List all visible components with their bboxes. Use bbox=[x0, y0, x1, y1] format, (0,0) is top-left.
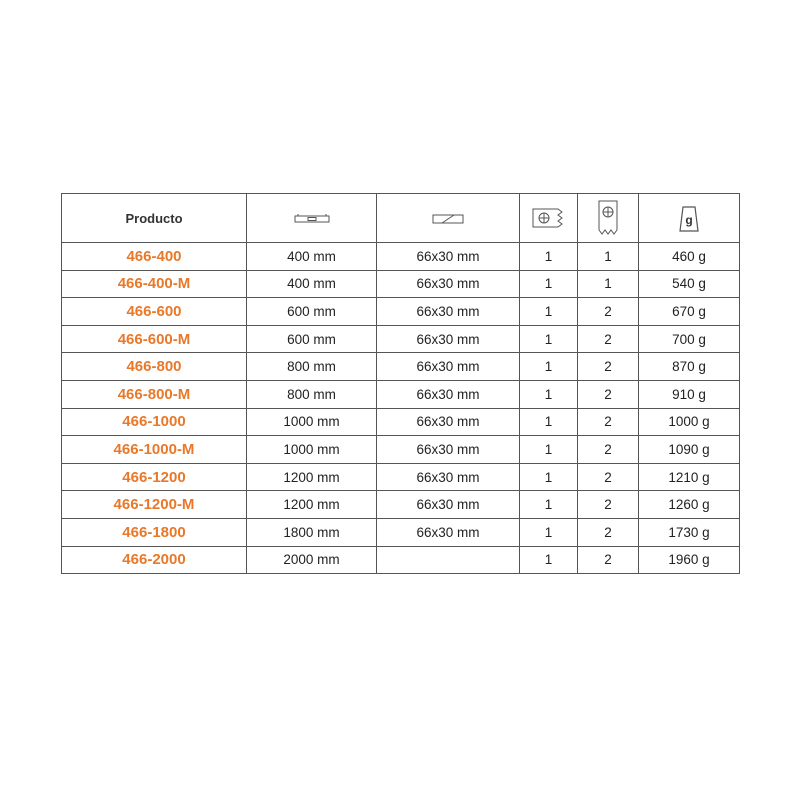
length-cell: 800 mm bbox=[247, 353, 377, 381]
weight-cell: 460 g bbox=[639, 243, 740, 271]
table-row bbox=[62, 380, 740, 408]
profile-cell: 66x30 mm bbox=[377, 325, 520, 353]
profile-cell: 66x30 mm bbox=[377, 298, 520, 326]
vertical-vial-icon bbox=[597, 200, 619, 236]
table-row bbox=[62, 243, 740, 271]
horizontal-vials-cell: 1 bbox=[520, 546, 578, 574]
vertical-vials-cell: 2 bbox=[578, 353, 639, 381]
profile-section-icon bbox=[432, 213, 464, 225]
table-row bbox=[62, 491, 740, 519]
profile-cell bbox=[377, 546, 520, 574]
profile-cell: 66x30 mm bbox=[377, 463, 520, 491]
vertical-vials-cell: 2 bbox=[578, 380, 639, 408]
table-row bbox=[62, 298, 740, 326]
horizontal-vials-cell: 1 bbox=[520, 518, 578, 546]
product-code-cell: 466-400-M bbox=[62, 270, 247, 298]
vertical-vials-cell: 2 bbox=[578, 518, 639, 546]
weight-cell: 1210 g bbox=[639, 463, 740, 491]
table-row bbox=[62, 518, 740, 546]
horizontal-vials-cell: 1 bbox=[520, 408, 578, 436]
length-cell: 1200 mm bbox=[247, 491, 377, 519]
horizontal-vials-column-header bbox=[520, 194, 578, 243]
length-cell: 400 mm bbox=[247, 270, 377, 298]
length-cell: 1000 mm bbox=[247, 436, 377, 464]
vertical-vials-cell: 2 bbox=[578, 436, 639, 464]
weight-column-header bbox=[639, 194, 740, 243]
weight-cell: 540 g bbox=[639, 270, 740, 298]
vertical-vials-cell: 2 bbox=[578, 491, 639, 519]
product-column-header: Producto bbox=[62, 194, 247, 243]
horizontal-vials-cell: 1 bbox=[520, 298, 578, 326]
horizontal-vials-cell: 1 bbox=[520, 353, 578, 381]
product-code-cell: 466-1000 bbox=[62, 408, 247, 436]
profile-cell: 66x30 mm bbox=[377, 518, 520, 546]
table-row bbox=[62, 546, 740, 574]
product-spec-table bbox=[61, 193, 740, 574]
horizontal-vials-cell: 1 bbox=[520, 463, 578, 491]
table-row bbox=[62, 408, 740, 436]
vertical-vials-cell: 2 bbox=[578, 546, 639, 574]
horizontal-vials-cell: 1 bbox=[520, 325, 578, 353]
weight-cell: 1960 g bbox=[639, 546, 740, 574]
product-code-cell: 466-1200-M bbox=[62, 491, 247, 519]
length-cell: 600 mm bbox=[247, 298, 377, 326]
weight-cell: 1260 g bbox=[639, 491, 740, 519]
profile-cell: 66x30 mm bbox=[377, 491, 520, 519]
table-row bbox=[62, 436, 740, 464]
level-length-icon bbox=[294, 213, 330, 225]
profile-cell: 66x30 mm bbox=[377, 270, 520, 298]
table-body bbox=[62, 243, 740, 574]
product-code-cell: 466-2000 bbox=[62, 546, 247, 574]
vertical-vials-cell: 2 bbox=[578, 463, 639, 491]
table-header-row bbox=[62, 194, 740, 243]
profile-cell: 66x30 mm bbox=[377, 380, 520, 408]
product-code-cell: 466-600 bbox=[62, 298, 247, 326]
vertical-vials-column-header bbox=[578, 194, 639, 243]
product-code-cell: 466-400 bbox=[62, 243, 247, 271]
length-column-header bbox=[247, 194, 377, 243]
vertical-vials-cell: 1 bbox=[578, 270, 639, 298]
weight-cell: 870 g bbox=[639, 353, 740, 381]
vertical-vials-cell: 1 bbox=[578, 243, 639, 271]
profile-cell: 66x30 mm bbox=[377, 243, 520, 271]
vertical-vials-cell: 2 bbox=[578, 298, 639, 326]
weight-icon bbox=[674, 203, 704, 233]
table-row bbox=[62, 353, 740, 381]
horizontal-vials-cell: 1 bbox=[520, 436, 578, 464]
table-row bbox=[62, 270, 740, 298]
weight-cell: 1730 g bbox=[639, 518, 740, 546]
length-cell: 1000 mm bbox=[247, 408, 377, 436]
product-code-cell: 466-1800 bbox=[62, 518, 247, 546]
weight-cell: 910 g bbox=[639, 380, 740, 408]
product-code-cell: 466-800 bbox=[62, 353, 247, 381]
table-row bbox=[62, 325, 740, 353]
profile-column-header bbox=[377, 194, 520, 243]
horizontal-vials-cell: 1 bbox=[520, 243, 578, 271]
horizontal-vials-cell: 1 bbox=[520, 380, 578, 408]
profile-cell: 66x30 mm bbox=[377, 353, 520, 381]
vertical-vials-cell: 2 bbox=[578, 325, 639, 353]
length-cell: 1200 mm bbox=[247, 463, 377, 491]
product-code-cell: 466-1200 bbox=[62, 463, 247, 491]
length-cell: 400 mm bbox=[247, 243, 377, 271]
profile-cell: 66x30 mm bbox=[377, 408, 520, 436]
profile-cell: 66x30 mm bbox=[377, 436, 520, 464]
horizontal-vials-cell: 1 bbox=[520, 491, 578, 519]
product-code-cell: 466-800-M bbox=[62, 380, 247, 408]
weight-cell: 1090 g bbox=[639, 436, 740, 464]
length-cell: 600 mm bbox=[247, 325, 377, 353]
weight-icon-letter: g bbox=[685, 213, 693, 227]
length-cell: 800 mm bbox=[247, 380, 377, 408]
table-row bbox=[62, 463, 740, 491]
weight-cell: 670 g bbox=[639, 298, 740, 326]
horizontal-vial-icon bbox=[532, 207, 566, 229]
weight-cell: 700 g bbox=[639, 325, 740, 353]
vertical-vials-cell: 2 bbox=[578, 408, 639, 436]
horizontal-vials-cell: 1 bbox=[520, 270, 578, 298]
weight-cell: 1000 g bbox=[639, 408, 740, 436]
product-code-cell: 466-600-M bbox=[62, 325, 247, 353]
product-code-cell: 466-1000-M bbox=[62, 436, 247, 464]
length-cell: 1800 mm bbox=[247, 518, 377, 546]
length-cell: 2000 mm bbox=[247, 546, 377, 574]
